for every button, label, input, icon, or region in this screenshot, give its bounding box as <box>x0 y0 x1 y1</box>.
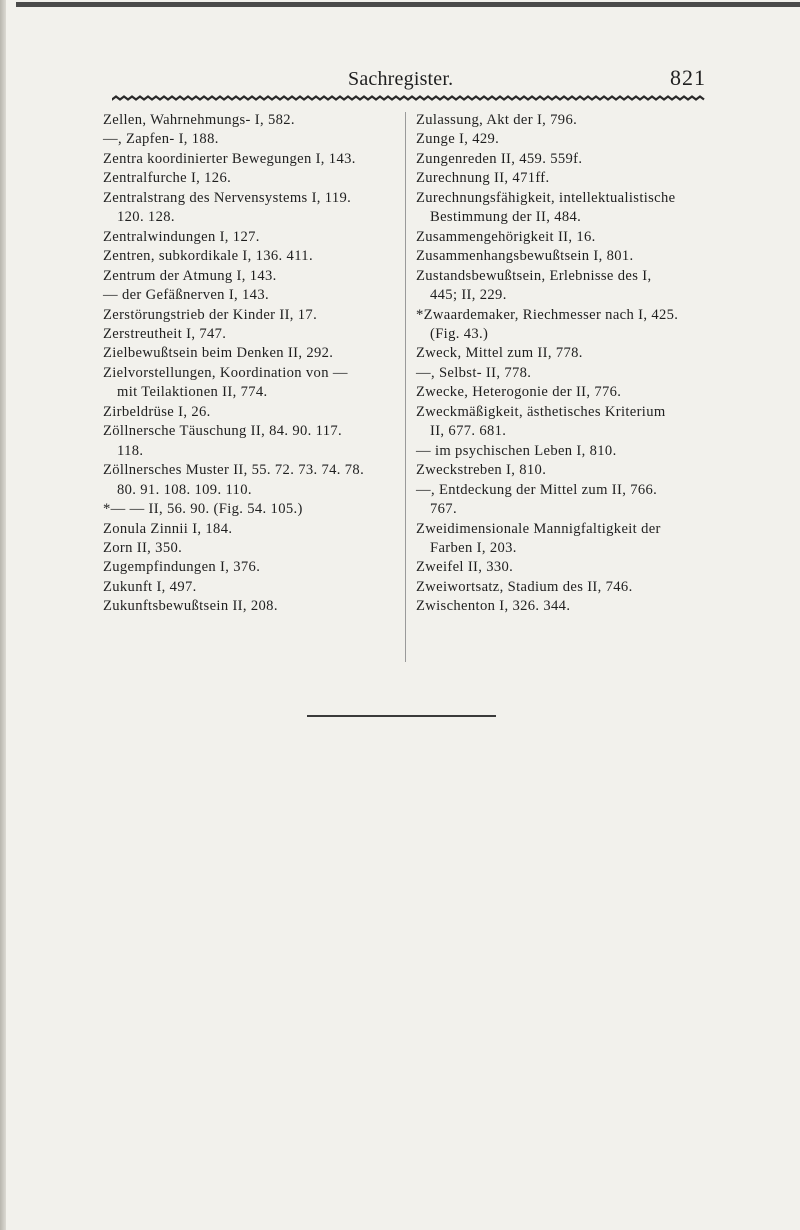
index-entry-line: Zöllnersches Muster II, 55. 72. 73. 74. 78. <box>103 462 365 479</box>
index-entry-line: — der Gefäßnerven I, 143. <box>103 287 269 304</box>
index-entry <box>416 150 714 169</box>
index-entry-line: Zöllnersche Täuschung II, 84. 90. 117. <box>103 423 343 440</box>
index-entry-line: *Zwaardemaker, Riechmesser nach I, 425. <box>416 306 679 323</box>
index-entry <box>416 169 714 188</box>
index-entry-line: Zerstreutheit I, 747. <box>103 325 227 342</box>
index-entry-line: Zweckstreben I, 810. <box>416 462 547 479</box>
index-entry-line: Zungenreden II, 459. 559f. <box>416 150 583 167</box>
index-entry-line: Zentralstrang des Nervensystems I, 119. <box>103 189 352 206</box>
index-entry-line: Zentralfurche I, 126. <box>103 170 232 187</box>
index-entry-line: Zweckmäßigkeit, ästhetisches Kriterium <box>416 403 666 420</box>
index-entry-line: —, Selbst- II, 778. <box>416 364 532 381</box>
index-entry <box>103 403 403 422</box>
index-entry <box>416 442 714 461</box>
index-entry <box>416 130 714 149</box>
index-entry-line: 80. 91. 108. 109. 110. <box>117 481 252 498</box>
index-entry-line: Zerstörungstrieb der Kinder II, 17. <box>103 306 318 323</box>
running-title: Sachregister. <box>348 68 454 90</box>
index-entry-line: Zurechnung II, 471ff. <box>416 170 550 187</box>
index-entry-line: Zulassung, Akt der I, 796. <box>416 112 578 128</box>
index-entry-line: Zwecke, Heterogonie der II, 776. <box>416 384 622 401</box>
index-entry <box>103 306 403 325</box>
index-entry-line: Zukunftsbewußtsein II, 208. <box>103 598 278 615</box>
index-entry-line: (Fig. 43.) <box>430 325 489 342</box>
index-entry <box>416 306 714 345</box>
index-entry-line: Zusammengehörigkeit II, 16. <box>416 228 596 245</box>
index-entry-line: Zielvorstellungen, Koordination von — <box>103 364 348 381</box>
index-entry-line: — im psychischen Leben I, 810. <box>416 442 617 459</box>
index-entry-line: Zentra koordinierter Bewegungen I, 143. <box>103 150 356 167</box>
index-entry-line: 767. <box>430 501 457 518</box>
index-entry <box>416 267 714 306</box>
top-edge-rule <box>16 2 800 7</box>
page-number: 821 <box>670 65 706 90</box>
index-entry <box>416 247 714 266</box>
index-entry <box>103 189 403 228</box>
index-entry <box>103 247 403 266</box>
index-entry <box>416 520 714 559</box>
index-entry <box>103 267 403 286</box>
index-entry-line: Zentrum der Atmung I, 143. <box>103 267 277 284</box>
index-entry <box>103 422 403 461</box>
index-entry <box>416 403 714 442</box>
index-entry <box>416 558 714 577</box>
index-entry <box>416 383 714 402</box>
index-entry <box>103 500 403 519</box>
index-entry <box>103 169 403 188</box>
column-divider <box>405 112 406 662</box>
index-entry-line: Zustandsbewußtsein, Erlebnisse des I, <box>416 267 652 284</box>
index-entry <box>103 286 403 305</box>
index-entry <box>416 578 714 597</box>
index-entry <box>416 481 714 520</box>
index-entry <box>103 111 403 130</box>
index-entry <box>416 597 714 616</box>
index-entry-line: mit Teilaktionen II, 774. <box>117 384 268 401</box>
index-entry <box>103 578 403 597</box>
index-entry <box>103 344 403 363</box>
index-entry <box>103 539 403 558</box>
index-entry-line: Zielbewußtsein beim Denken II, 292. <box>103 345 334 362</box>
index-entry-line: Zonula Zinnii I, 184. <box>103 520 233 537</box>
index-entry-line: —, Zapfen- I, 188. <box>103 131 219 148</box>
index-entry <box>103 130 403 149</box>
index-entry-line: Zellen, Wahrnehmungs- I, 582. <box>103 112 295 128</box>
index-entry-line: 120. 128. <box>117 209 175 226</box>
index-entry <box>416 189 714 228</box>
index-entry-line: —, Entdeckung der Mittel zum II, 766. <box>416 481 658 498</box>
index-entry <box>416 111 714 130</box>
index-entry-line: Zweiwortsatz, Stadium des II, 746. <box>416 578 633 595</box>
index-entry <box>416 344 714 363</box>
index-entry <box>103 364 403 403</box>
index-entry-line: Zusammenhangsbewußtsein I, 801. <box>416 248 634 265</box>
index-entry-line: Zweck, Mittel zum II, 778. <box>416 345 583 362</box>
index-entry <box>416 228 714 247</box>
index-entry <box>103 520 403 539</box>
index-column-right <box>416 111 714 617</box>
index-entry-line: 445; II, 229. <box>430 287 507 304</box>
index-entry-line: Zugempfindungen I, 376. <box>103 559 261 576</box>
index-entry-line: Bestimmung der II, 484. <box>430 209 582 226</box>
running-header <box>106 65 706 98</box>
index-entry-line: *— — II, 56. 90. (Fig. 54. 105.) <box>103 501 303 518</box>
index-entry-line: Zorn II, 350. <box>103 539 183 556</box>
index-entry <box>416 364 714 383</box>
index-entry-line: II, 677. 681. <box>430 423 507 440</box>
end-rule <box>307 715 496 717</box>
index-entry <box>103 228 403 247</box>
index-entry-line: 118. <box>117 442 144 459</box>
index-entry-line: Farben I, 203. <box>430 539 517 556</box>
index-column-left <box>103 111 403 617</box>
index-entry-line: Zweifel II, 330. <box>416 559 514 576</box>
index-entry-line: Zwischenton I, 326. 344. <box>416 598 571 615</box>
index-entry-line: Zentren, subkordikale I, 136. 411. <box>103 248 313 265</box>
index-entry <box>416 461 714 480</box>
index-entry <box>103 150 403 169</box>
index-entry-line: Zweidimensionale Mannigfaltigkeit der <box>416 520 661 537</box>
index-entry <box>103 461 403 500</box>
index-entry-line: Zentralwindungen I, 127. <box>103 228 260 245</box>
index-entry <box>103 325 403 344</box>
index-entry <box>103 558 403 577</box>
index-entry-line: Zunge I, 429. <box>416 131 500 148</box>
index-entry-line: Zirbeldrüse I, 26. <box>103 403 211 420</box>
index-entry <box>103 597 403 616</box>
index-entry-line: Zukunft I, 497. <box>103 578 197 595</box>
wavy-header-rule <box>112 95 706 101</box>
index-entry-line: Zurechnungsfähigkeit, intellektualistische <box>416 189 676 206</box>
